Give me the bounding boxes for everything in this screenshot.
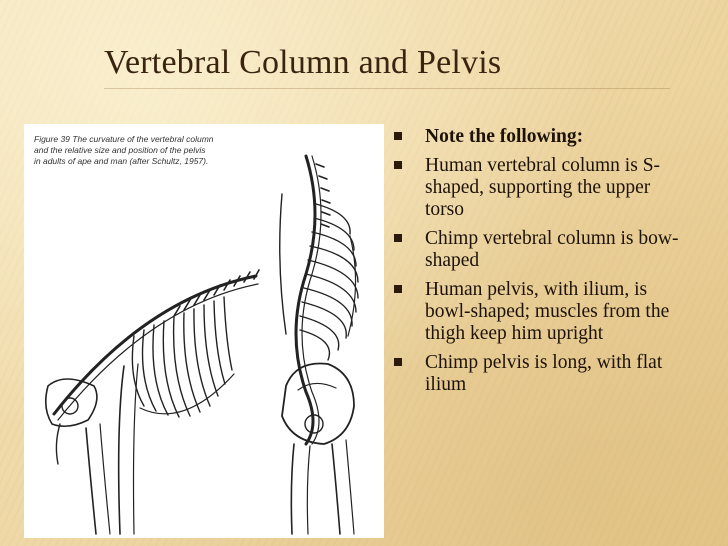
bullet-text: Note the following:	[425, 126, 584, 147]
figure-caption: Figure 39 The curvature of the vertebral column and the relative size and position of the pelvis in adults of ape and man (after Schultz, 1957).	[34, 134, 214, 166]
square-bullet-icon	[394, 161, 402, 169]
skeleton-figure	[24, 124, 384, 538]
bullet-item	[392, 228, 692, 272]
square-bullet-icon	[394, 358, 402, 366]
chimp-skeleton	[46, 270, 259, 534]
bullet-text: Chimp vertebral column is bow-shaped	[425, 228, 679, 271]
bullet-item	[392, 126, 692, 148]
bullet-text: Chimp pelvis is long, with flat ilium	[425, 352, 663, 395]
square-bullet-icon	[394, 285, 402, 293]
bullet-list	[392, 126, 692, 403]
slide-title: Vertebral Column and Pelvis	[104, 44, 502, 81]
bullet-item	[392, 279, 692, 345]
square-bullet-icon	[394, 132, 402, 140]
bullet-item	[392, 155, 692, 221]
bullet-text: Human pelvis, with ilium, is bowl-shaped; muscles from the thigh keep him upright	[425, 279, 670, 344]
title-divider	[104, 88, 670, 89]
square-bullet-icon	[394, 234, 402, 242]
human-skeleton	[280, 156, 358, 534]
skeleton-illustration	[24, 124, 384, 538]
bullet-item	[392, 352, 692, 396]
bullet-text: Human vertebral column is S-shaped, supporting the upper torso	[425, 155, 661, 220]
